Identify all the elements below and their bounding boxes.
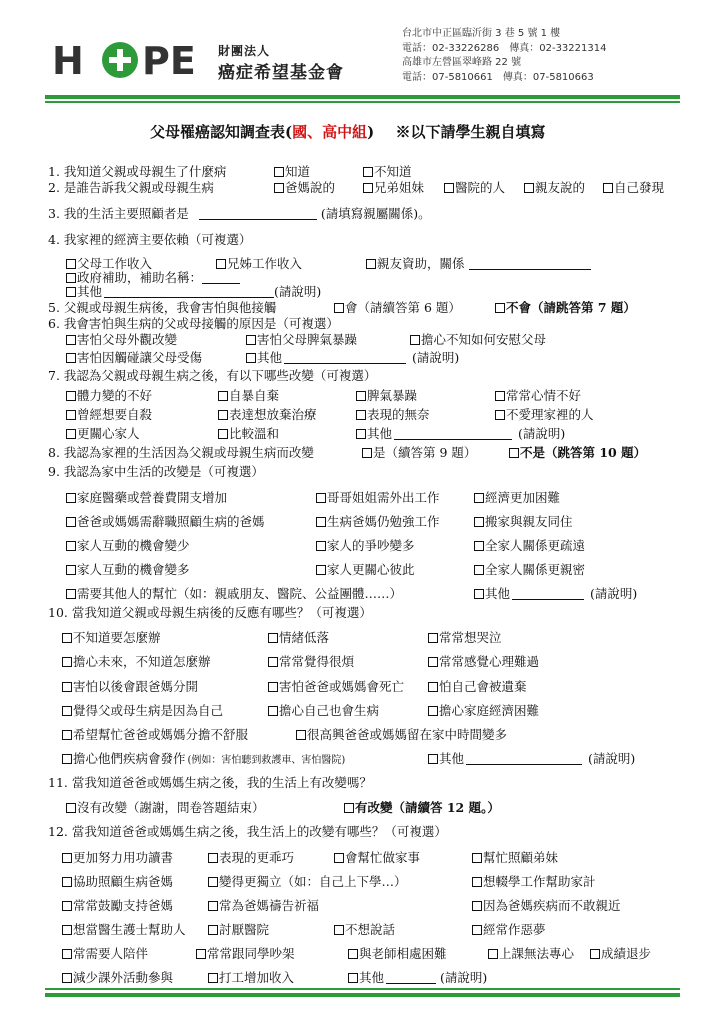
question-2: 2. 是誰告訴我父親或母親生病: [48, 180, 214, 195]
address-line-2: 電話：02-33226286 傳真：02-33221314: [402, 42, 607, 54]
q12-option[interactable]: 會幫忙做家事: [334, 848, 420, 866]
q9-option[interactable]: 需要其他人的幫忙（如：親戚朋友、醫院、公益團體……）: [66, 584, 402, 602]
header-divider: [45, 95, 680, 99]
q9-option[interactable]: 家庭醫藥或營養費開支增加: [66, 488, 227, 506]
q12-option[interactable]: 表現的更乖巧: [208, 848, 294, 866]
q10-option[interactable]: 很高興爸爸或媽媽留在家中時間變多: [296, 725, 507, 743]
q5-option-yes[interactable]: 會（請續答第 6 題）: [334, 298, 461, 316]
q10-option[interactable]: 常常覺得很煩: [268, 652, 354, 670]
q8-option-no[interactable]: 不是（跳答第 10 題）: [509, 443, 646, 461]
address-line-1: 台北市中正區臨沂街 3 巷 5 號 1 樓: [402, 28, 561, 39]
question-6: 6. 我會害怕與生病的父或母接觸的原因是（可複選）: [48, 316, 339, 331]
q7-option[interactable]: 表達想放棄治療: [218, 405, 317, 423]
question-7: 7. 我認為父親或母親生病之後，有以下哪些改變（可複選）: [48, 368, 377, 383]
q10-example: (例如：害怕聽到救護車、害怕醫院): [187, 755, 346, 766]
q12-option[interactable]: 與老師相處困難: [348, 944, 447, 962]
q4-option[interactable]: 兄姊工作收入: [216, 254, 302, 272]
q10-option[interactable]: 不知道要怎麼辦: [62, 628, 161, 646]
q12-option[interactable]: 變得更獨立（如：自己上下學…）: [208, 872, 407, 890]
q10-option[interactable]: 覺得父或母生病是因為自己: [62, 701, 223, 719]
q1-option-dont-know[interactable]: 不知道: [363, 162, 412, 180]
q12-option[interactable]: 成績退步: [590, 944, 651, 962]
question-11: 11. 當我知道爸爸或媽媽生病之後，我的生活上有改變嗎？: [48, 775, 372, 790]
header-divider-thin: [45, 101, 680, 103]
q12-option[interactable]: 經常作惡夢: [472, 920, 546, 938]
q4-option-government[interactable]: 政府補助，補助名稱：: [66, 268, 240, 286]
q7-option[interactable]: 不愛理家裡的人: [495, 405, 594, 423]
q12-option[interactable]: 減少課外活動參與: [62, 968, 173, 986]
foundation-type: 財團法人: [218, 44, 271, 58]
question-4: 4. 我家裡的經濟主要依賴（可複選）: [48, 232, 252, 247]
q12-option[interactable]: 討厭醫院: [208, 920, 269, 938]
q12-option[interactable]: 上課無法專心: [488, 944, 574, 962]
q12-option[interactable]: 想輟學工作幫助家計: [472, 872, 596, 890]
question-10: 10. 當我知道父親或母親生病後的反應有哪些？（可複選）: [48, 605, 372, 620]
q9-option[interactable]: 家人互動的機會變少: [66, 536, 190, 554]
q10-option[interactable]: 擔心自己也會生病: [268, 701, 379, 719]
q9-option[interactable]: 生病爸媽仍勉強工作: [316, 512, 440, 530]
page-title: 父母罹癌認知調查表(國、高中組) ※以下請學生親自填寫: [150, 123, 546, 141]
q12-option[interactable]: 常常跟同學吵架: [196, 944, 295, 962]
q9-option[interactable]: 全家人關係更親密: [474, 560, 585, 578]
q2-option[interactable]: 醫院的人: [444, 178, 505, 196]
q9-option[interactable]: 爸爸或媽媽需辭職照顧生病的爸媽: [66, 512, 265, 530]
q9-option[interactable]: 家人互動的機會變多: [66, 560, 190, 578]
svg-text:PE: PE: [142, 39, 196, 82]
question-9: 9. 我認為家中生活的改變是（可複選）: [48, 464, 264, 479]
q11-option-changed[interactable]: 有改變（請續答 12 題。）: [344, 798, 500, 816]
foundation-name: 癌症希望基金會: [218, 63, 344, 83]
q12-option[interactable]: 不想說話: [334, 920, 395, 938]
q12-option-other[interactable]: 其他 (請說明): [348, 968, 487, 986]
q12-option[interactable]: 常需要人陪伴: [62, 944, 148, 962]
q12-option[interactable]: 常為爸媽禱告祈福: [208, 896, 319, 914]
q10-option[interactable]: 常常想哭泣: [428, 628, 502, 646]
q6-option[interactable]: 擔心不知如何安慰父母: [410, 330, 546, 348]
q6-option[interactable]: 害怕父母脾氣暴躁: [246, 330, 357, 348]
q4-option[interactable]: 父母工作收入: [66, 254, 152, 272]
q12-option[interactable]: 打工增加收入: [208, 968, 294, 986]
q9-option[interactable]: 家人更關心彼此: [316, 560, 415, 578]
footer-divider-thin: [45, 988, 680, 990]
q7-option[interactable]: 常常心情不好: [495, 386, 581, 404]
q10-option[interactable]: 希望幫忙爸爸或媽媽分擔不舒服: [62, 725, 248, 743]
address-line-4: 電話：07-5810661 傳真：07-5810663: [402, 71, 594, 83]
q6-option-other[interactable]: 其他 (請說明): [246, 348, 459, 366]
q12-option[interactable]: 常常鼓勵支持爸媽: [62, 896, 173, 914]
q2-option[interactable]: 爸媽說的: [274, 178, 335, 196]
q7-option[interactable]: 脾氣暴躁: [356, 386, 417, 404]
q10-option[interactable]: 擔心未來，不知道怎麼辦: [62, 652, 211, 670]
q7-option[interactable]: 曾經想要自殺: [66, 405, 152, 423]
checkbox[interactable]: [363, 167, 373, 177]
q12-option[interactable]: 協助照顧生病爸媽: [62, 872, 173, 890]
checkbox[interactable]: [274, 167, 284, 177]
question-5: 5. 父親或母親生病後，我會害怕與他接觸: [48, 300, 277, 315]
question-8: 8. 我認為家裡的生活因為父親或母親生病而改變: [48, 445, 314, 460]
q9-option[interactable]: 全家人關係更疏遠: [474, 536, 585, 554]
q9-option[interactable]: 經濟更加困難: [474, 488, 560, 506]
q12-option[interactable]: 幫忙照顧弟妹: [472, 848, 558, 866]
q7-option[interactable]: 比較溫和: [218, 424, 279, 442]
question-1: 1. 我知道父親或母親生了什麼病: [48, 164, 227, 179]
q6-option[interactable]: 害怕父母外觀改變: [66, 330, 177, 348]
q12-option[interactable]: 因為爸媽疾病而不敢親近: [472, 896, 621, 914]
q7-option[interactable]: 體力變的不好: [66, 386, 152, 404]
footer-divider: [45, 993, 680, 997]
caregiver-field[interactable]: [199, 207, 317, 220]
question-3: 3. 我的生活主要照顧者是 (請填寫親屬關係)。: [48, 206, 431, 221]
q7-option[interactable]: 更關心家人: [66, 424, 140, 442]
contact-info: [402, 27, 606, 85]
q2-option[interactable]: 兄弟姐妹: [363, 178, 424, 196]
q10-option[interactable]: 害怕以後會跟爸媽分開: [62, 677, 198, 695]
q10-option-other[interactable]: 其他 (請說明): [428, 749, 635, 767]
q10-option[interactable]: 情緒低落: [268, 628, 329, 646]
q11-option-no-change[interactable]: 沒有改變（謝謝，問卷答題結束）: [66, 798, 265, 816]
q7-option[interactable]: 表現的無奈: [356, 405, 430, 423]
q10-option[interactable]: 擔心他們疾病會發作 (例如：害怕聽到救護車、害怕醫院): [62, 749, 345, 767]
q10-option[interactable]: 怕自己會被遺棄: [428, 677, 527, 695]
q9-option[interactable]: 家人的爭吵變多: [316, 536, 415, 554]
q1-option-know[interactable]: 知道: [274, 162, 310, 180]
q12-option[interactable]: 想當醫生護士幫助人: [62, 920, 186, 938]
q10-option[interactable]: 擔心家庭經濟困難: [428, 701, 539, 719]
q5-option-no[interactable]: 不會（請跳答第 7 題）: [495, 298, 636, 316]
q2-option[interactable]: 自己發現: [603, 178, 664, 196]
title-note: ※以下請學生親自填寫: [395, 123, 546, 141]
logo: [52, 38, 352, 82]
q10-option[interactable]: 常常感覺心理難過: [428, 652, 539, 670]
q9-option-other[interactable]: 其他 (請說明): [474, 584, 637, 602]
q7-option-other[interactable]: 其他 (請說明): [356, 424, 565, 442]
svg-text:H: H: [52, 39, 84, 82]
q4-option-relatives[interactable]: 親友資助，關係: [366, 254, 591, 272]
q2-option[interactable]: 親友說的: [524, 178, 585, 196]
question-12: 12. 當我知道爸爸或媽媽生病之後，我生活上的改變有哪些？（可複選）: [48, 824, 447, 839]
q9-option[interactable]: 哥哥姐姐需外出工作: [316, 488, 440, 506]
address-line-3: 高雄市左營區翠峰路 22 號: [402, 57, 522, 68]
q8-option-yes[interactable]: 是（續答第 9 題）: [362, 443, 476, 461]
q7-option[interactable]: 自暴自棄: [218, 386, 279, 404]
hope-logo-graphic: [52, 38, 222, 82]
group-label: 國、高中組: [292, 123, 368, 141]
q12-option[interactable]: 更加努力用功讀書: [62, 848, 173, 866]
q10-option[interactable]: 害怕爸爸或媽媽會死亡: [268, 677, 404, 695]
q6-option[interactable]: 害怕因觸碰讓父母受傷: [66, 348, 202, 366]
q9-option[interactable]: 搬家與親友同住: [474, 512, 573, 530]
q4-option-other[interactable]: 其他 (請說明): [66, 282, 321, 300]
